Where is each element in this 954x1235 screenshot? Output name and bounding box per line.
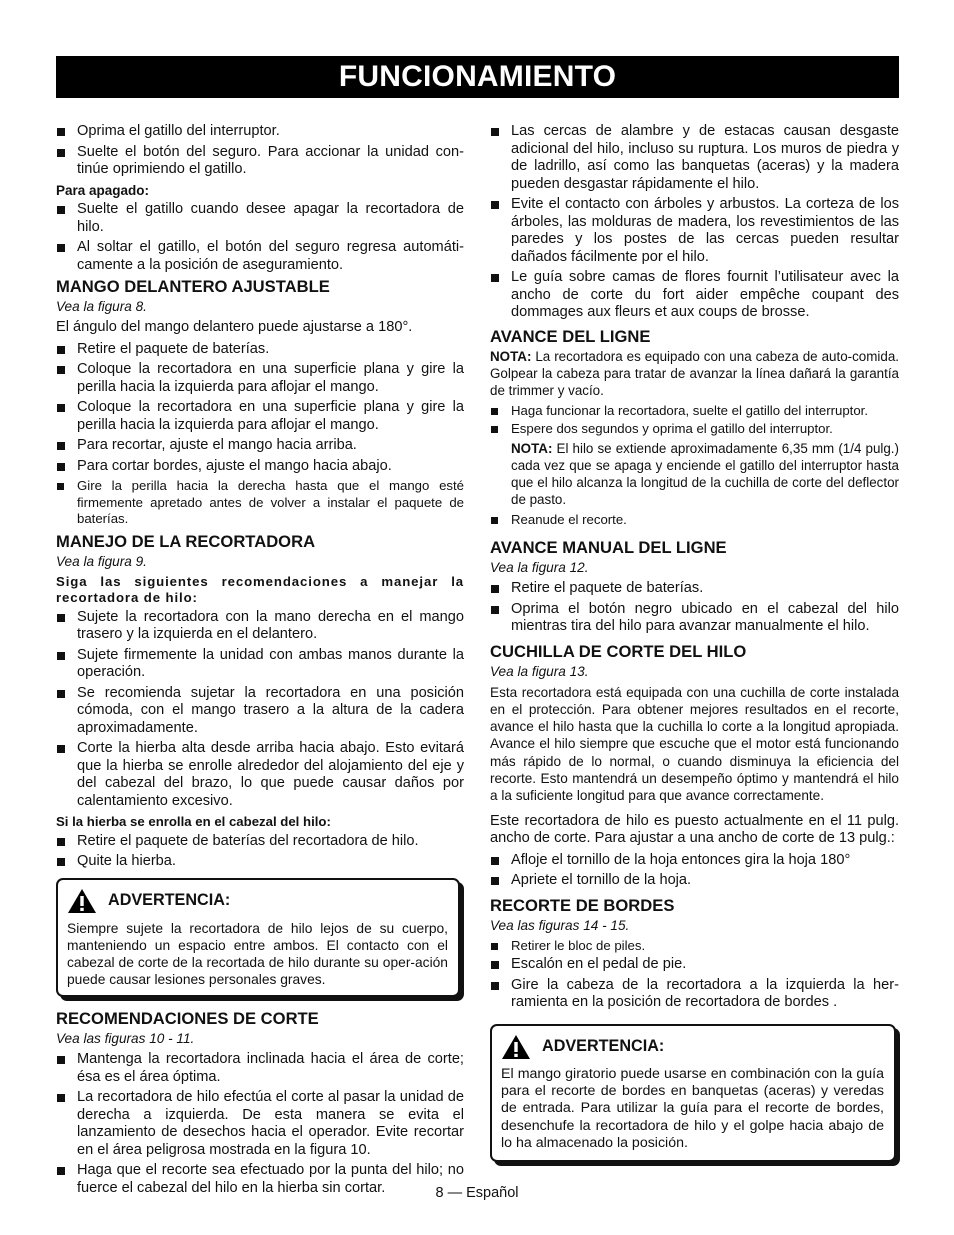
list-item: Apriete el tornillo de la hoja. bbox=[490, 872, 899, 890]
section-heading-cuchilla: CUCHILLA DE CORTE DEL HILO bbox=[490, 641, 747, 661]
recomendaciones-list bbox=[56, 1051, 464, 1197]
list-item: Sujete firmemente la unidad con ambas manos durante la operación. bbox=[56, 647, 464, 682]
top-list bbox=[490, 123, 899, 322]
warning-header bbox=[501, 1034, 884, 1060]
warning-triangle-icon bbox=[67, 888, 97, 914]
list-item: Para recortar, ajuste el mango hacia arriba. bbox=[56, 437, 464, 455]
list-item: Haga que el recorte sea efectuado por la punta del hilo; no fuerce el cabezal del hilo en la hierba sin cortar. bbox=[56, 1162, 464, 1197]
list-item: Oprima el gatillo del interruptor. bbox=[56, 123, 464, 141]
list-item: Haga funcionar la recortadora, suelte el gatillo del interruptor. bbox=[490, 403, 899, 420]
warning-triangle-icon bbox=[501, 1034, 531, 1060]
list-item: Suelte el botón del seguro. Para accionar la unidad con-tinúe oprimiendo el gatillo. bbox=[56, 144, 464, 179]
list-item: Se recomienda sujetar la recortadora en una posición cómoda, con el mango trasero a la altura de la cadera aproximadamente. bbox=[56, 685, 464, 738]
bordes-list bbox=[490, 938, 899, 1012]
cuchilla-list bbox=[490, 852, 899, 890]
note-paragraph bbox=[490, 440, 899, 508]
subheading-hierba-enrollada: Si la hierba se enrolla en el cabezal del hilo: bbox=[56, 814, 331, 829]
figure-reference: Vea las figuras 14 - 15. bbox=[490, 917, 630, 933]
page-footer: 8 — Español bbox=[435, 1185, 519, 1201]
warning-text: El mango giratorio puede usarse en combinación con la guía para el recorte de bordes en banquetas (aceras) y veredas de entrada. Para utilizar la guía para el recorte de bordes, desenchufe la recortadora de hilo y el golpe hacia abajo de lo ha almacenado la posición. bbox=[501, 1065, 884, 1152]
warning-title: ADVERTENCIA: bbox=[542, 1036, 665, 1055]
list-item: Retire el paquete de baterías. bbox=[56, 341, 464, 359]
list-item: Reanude el recorte. bbox=[490, 512, 899, 529]
note-paragraph bbox=[490, 348, 899, 399]
paragraph: El ángulo del mango delantero puede ajustarse a 180°. bbox=[56, 319, 413, 335]
hierba-list bbox=[56, 833, 464, 871]
list-item: Gire la cabeza de la recortadora a la izquierda la her-ramienta en la posición de recortadora de bordes . bbox=[490, 977, 899, 1012]
intro-list bbox=[56, 123, 464, 179]
list-item: Mantenga la recortadora inclinada hacia el área de corte; ésa es el área óptima. bbox=[56, 1051, 464, 1086]
list-item: Las cercas de alambre y de estacas causan desgaste adicional del hilo, incluso su ruptura. Los muros de piedra y de ladrillo, así como las banquetas (aceras) y la madera pueden desgastar rápidamente el hilo. bbox=[490, 123, 899, 193]
list-item: Suelte el gatillo cuando desee apagar la recortadora de hilo. bbox=[56, 201, 464, 236]
note-text: El hilo se extiende aproximadamente 6,35 mm (1/4 pulg.) cada vez que se apaga y enciende el gatillo del interruptor hasta que el hilo alcanza la longitud de la cuchilla de corte del deflector de pasto. bbox=[511, 440, 899, 507]
list-item: Le guía sobre camas de flores fournit l’utilisateur avec la ancho de corte du fort aider empêche coupant des dommages aux fleurs et aux coups de brosse. bbox=[490, 269, 899, 322]
avance-list bbox=[490, 403, 899, 438]
title-bar bbox=[56, 56, 899, 98]
list-item: Oprima el botón negro ubicado en el cabezal del hilo mientras tira del hilo para avanzar manualmente el hilo. bbox=[490, 601, 899, 636]
list-item: Retirer le bloc de piles. bbox=[490, 938, 899, 955]
figure-reference: Vea las figuras 10 - 11. bbox=[56, 1031, 195, 1047]
figure-reference: Vea la figura 9. bbox=[56, 553, 147, 569]
warning-text: Siempre sujete la recortadora de hilo lejos de su cuerpo, manteniendo un espacio entre ambos. El contacto con el cabezal de corte de la recortada de hilo durante su oper-ación puede causar lesiones personales graves. bbox=[67, 920, 448, 988]
section-heading-bordes: RECORTE DE BORDES bbox=[490, 895, 675, 915]
paragraph: Este recortadora de hilo es puesto actualmente en el 11 pulg. ancho de corte. Para ajustar a una ancho de corte de 13 pulg.: bbox=[490, 812, 899, 847]
warning-box bbox=[490, 1024, 896, 1162]
list-item: La recortadora de hilo efectúa el corte al pasar la unidad de derecha a izquierda. De esta manera se evita el lanzamiento de desechos hacia el operador. Evite recortar en el área peligrosa mostrada en la figura 10. bbox=[56, 1089, 464, 1159]
avance-manual-list bbox=[490, 580, 899, 636]
figure-reference: Vea la figura 12. bbox=[490, 560, 589, 575]
section-heading-avance: AVANCE DEL LIGNE bbox=[490, 326, 651, 346]
list-item: Para cortar bordes, ajuste el mango hacia abajo. bbox=[56, 458, 464, 476]
list-item: Corte la hierba alta desde arriba hacia abajo. Esto evitará que la hierba se enrolle alrededor del alojamiento del eje y del cabezal del brazo, lo que puede causar daños por calentamiento excesivo. bbox=[56, 740, 464, 810]
section-heading-recomendaciones: RECOMENDACIONES DE CORTE bbox=[56, 1009, 319, 1029]
list-item: Afloje el tornillo de la hoja entonces gira la hoja 180° bbox=[490, 852, 899, 870]
warning-box bbox=[56, 878, 460, 998]
list-item: Coloque la recortadora en una superficie plana y gire la perilla hacia la izquierda para aflojar el mango. bbox=[56, 361, 464, 396]
figure-reference: Vea la figura 8. bbox=[56, 299, 147, 314]
avance-list-2 bbox=[490, 512, 899, 529]
list-item: Retire el paquete de baterías del recortadora de hilo. bbox=[56, 833, 464, 851]
section-heading-mango: MANGO DELANTERO AJUSTABLE bbox=[56, 277, 330, 296]
figure-reference: Vea la figura 13. bbox=[490, 663, 589, 679]
list-item: Evite el contacto con árboles y arbustos. La corteza de los árboles, las molduras de madera, los revestimientos de las paredes y los postes de las cercas pueden resultar dañados fácilmente por el hilo. bbox=[490, 196, 899, 266]
list-item: Gire la perilla hacia la derecha hasta que el mango esté firmemente apretado antes de volver a instalar el paquete de baterías. bbox=[56, 478, 464, 528]
apagado-list bbox=[56, 201, 464, 274]
left-column bbox=[56, 123, 464, 1200]
mango-list bbox=[56, 341, 464, 528]
list-item: Coloque la recortadora en una superficie plana y gire la perilla hacia la izquierda para aflojar el mango. bbox=[56, 399, 464, 434]
warning-header bbox=[67, 888, 448, 914]
list-item: Espere dos segundos y oprima el gatillo del interruptor. bbox=[490, 421, 899, 438]
list-item: Retire el paquete de baterías. bbox=[490, 580, 899, 598]
note-label: NOTA: bbox=[511, 440, 553, 456]
right-column bbox=[490, 123, 899, 1162]
note-text: La recortadora es equipado con una cabeza de auto-comida. Golpear la cabeza para tratar de avanzar la línea dañará la garantía de trimmer y vacío. bbox=[490, 348, 899, 398]
section-heading-avance-manual: AVANCE MANUAL DEL LIGNE bbox=[490, 538, 727, 557]
list-item: Escalón en el pedal de pie. bbox=[490, 956, 899, 974]
note-label: NOTA: bbox=[490, 348, 532, 364]
page-title: FUNCIONAMIENTO bbox=[338, 60, 617, 93]
subheading-para-apagado: Para apagado: bbox=[56, 182, 150, 198]
list-item: Quite la hierba. bbox=[56, 853, 464, 871]
manejo-list bbox=[56, 609, 464, 811]
list-item: Sujete la recortadora con la mano derecha en el mango trasero y la izquierda en el delantero. bbox=[56, 609, 464, 644]
paragraph: Esta recortadora está equipada con una cuchilla de corte instalada en el protección. Para obtener mejores resultados en el recorte, avance el hilo hasta que la cuchilla lo corte a la longitud apropiada. Avance el hilo siempre que escuche que el motor está funcionando más rápido de lo normal, o cuando disminuya la eficiencia del recorte. Esto mantendrá un desempeño óptimo y mantendrá el hilo a la suficiente longitud para que avance correctamente. bbox=[490, 684, 899, 804]
section-heading-manejo: MANEJO DE LA RECORTADORA bbox=[56, 531, 316, 551]
subheading-recomendaciones-manejo: Siga las siguientes recomendaciones a manejar la recortadora de hilo: bbox=[56, 573, 464, 605]
warning-title: ADVERTENCIA: bbox=[108, 890, 231, 909]
list-item: Al soltar el gatillo, el botón del seguro regresa automáti-camente a la posición de aseguramiento. bbox=[56, 239, 464, 274]
